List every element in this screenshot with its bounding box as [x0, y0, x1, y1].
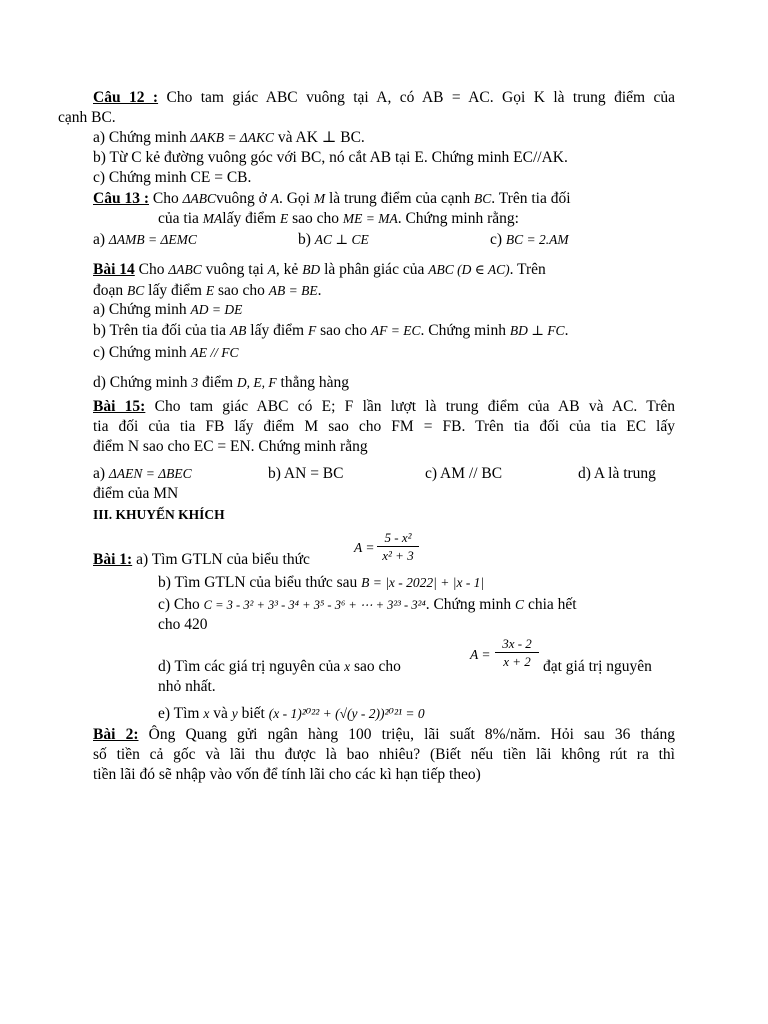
bai-14-label: Bài 14 — [93, 261, 135, 278]
fraction-lhs: A = — [354, 540, 375, 555]
bai-1-part-d: d) Tìm các giá trị nguyên của x sao cho — [158, 658, 401, 675]
bai-15-part-d-cont: điểm của MN — [93, 485, 179, 502]
cau-13-line-2: của tia MAlấy điểm E sao cho ME = MA. Chứng minh rằng: — [158, 210, 519, 227]
bai-15-line-1: Bài 15: Cho tam giác ABC có E; F lần lượt là trung điểm của AB và AC. Trên — [93, 398, 676, 415]
cau-13-part-c: c) BC = 2.AM — [490, 231, 569, 248]
bai-2-line-1: Bài 2: Ông Quang gửi ngân hàng 100 triệu, lãi suất 8%/năm. Hỏi sau 36 tháng — [93, 726, 675, 743]
math-expression: ΔAKB = ΔAKC — [190, 130, 274, 145]
cau-12-part-c: c) Chứng minh CE = CB. — [93, 169, 252, 186]
bai-1-part-c: c) Cho C = 3 - 3² + 3³ - 3⁴ + 3⁵ - 3⁶ + ⋯ + 3²³ - 3²⁴. Chứng minh C chia hết — [158, 596, 577, 613]
bai-14-line-1: Bài 14 Cho ΔABC vuông tại A, kẻ BD là phân giác của ABC (D ∈ AC). Trên — [93, 261, 546, 278]
bai-15-line-2: tia đối của tia FB lấy điểm M sao cho FM = FB. Trên tia đối của tia EC lấy — [93, 418, 675, 435]
bai-15-part-d: d) A là trung — [578, 465, 656, 482]
cau-12-line-1: Câu 12 : Cho tam giác ABC vuông tại A, có AB = AC. Gọi K là trung điểm của — [93, 89, 675, 106]
bai-1-part-d-post: đạt giá trị nguyên — [543, 658, 652, 675]
bai-15-part-b: b) AN = BC — [268, 465, 344, 482]
bai-1-part-d-cont: nhỏ nhất. — [158, 678, 216, 695]
bai-15-part-c: c) AM // BC — [425, 465, 503, 482]
cau-13-line-1: Câu 13 : Cho ΔABCvuông ở A. Gọi M là trung điểm của cạnh BC. Trên tia đối — [93, 190, 571, 207]
bai-14-line-2: đoạn BC lấy điểm E sao cho AB = BE. — [93, 282, 322, 299]
bai-1-part-a: Bài 1: a) Tìm GTLN của biểu thức — [93, 551, 310, 568]
bai-2-label: Bài 2: — [93, 726, 139, 743]
cau-12-part-a: a) Chứng minh ΔAKB = ΔAKC và AK ⊥ BC. — [93, 129, 365, 146]
fraction-d: 3x - 2 x + 2 — [495, 636, 539, 669]
bai-15-label: Bài 15: — [93, 398, 146, 415]
cau-13-part-b: b) AC ⊥ CE — [298, 231, 369, 248]
bai-1-part-c-cont: cho 420 — [158, 616, 208, 633]
bai-2-line-2: số tiền cả gốc và lãi thu được là bao nhiêu? (Biết nếu tiền lãi không rút ra thì — [93, 746, 675, 763]
bai-1-part-e: e) Tìm x và y biết (x - 1)²⁰²² + (√(y - 2))²⁰²¹ = 0 — [158, 705, 425, 722]
section-heading: III. KHUYẾN KHÍCH — [93, 507, 225, 522]
cau-12-part-b: b) Từ C kẻ đường vuông góc với BC, nó cắt AB tại E. Chứng minh EC//AK. — [93, 149, 568, 166]
cau-13-label: Câu 13 : — [93, 190, 149, 207]
bai-14-part-b: b) Trên tia đối của tia AB lấy điểm F sao cho AF = EC. Chứng minh BD ⊥ FC. — [93, 322, 569, 339]
bai-14-part-d: d) Chứng minh 3 điểm D, E, F thẳng hàng — [93, 374, 349, 391]
bai-1-label: Bài 1: — [93, 551, 133, 568]
bai-15-part-a: a) ΔAEN = ΔBEC — [93, 465, 192, 482]
bai-14-part-c: c) Chứng minh AE // FC — [93, 344, 239, 361]
bai-2-line-3: tiền lãi đó sẽ nhập vào vốn để tính lãi cho các kì hạn tiếp theo) — [93, 766, 481, 783]
bai-14-part-a: a) Chứng minh AD = DE — [93, 301, 243, 318]
cau-12-label: Câu 12 : — [93, 89, 159, 106]
fraction-a: 5 - x² x² + 3 — [377, 530, 419, 563]
bai-1-part-b: b) Tìm GTLN của biểu thức sau B = |x - 2022| + |x - 1| — [158, 574, 485, 591]
bai-15-line-3: điểm N sao cho EC = EN. Chứng minh rằng — [93, 438, 368, 455]
fraction-d-lhs: A = — [470, 647, 491, 662]
cau-13-part-a: a) ΔAMB = ΔEMC — [93, 231, 197, 248]
cau-12-line-2: cạnh BC. — [58, 109, 116, 126]
